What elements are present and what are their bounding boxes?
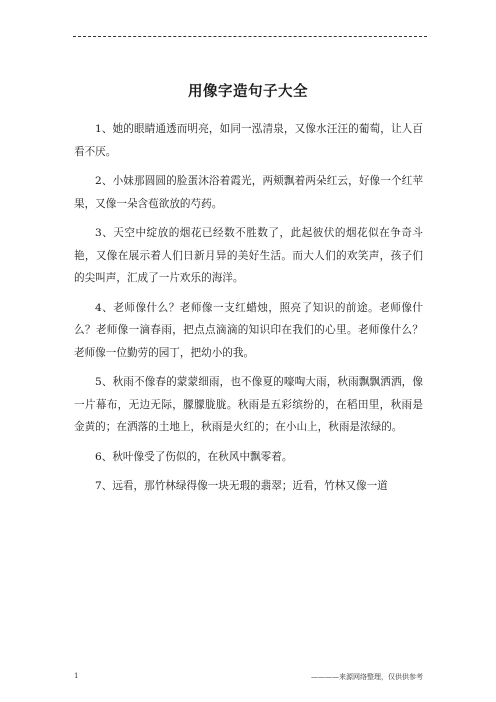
paragraph-2: 2、小妹那圆圆的脸蛋沐浴着霞光，两颊飘着两朵红云，好像一个红苹果，又像一朵含苞欲放的芍药。 [74,175,423,210]
paragraph-5: 5、秋雨不像春的蒙蒙细雨，也不像夏的嚎啕大雨，秋雨飘飘洒洒，像一片幕布，无边无际，朦朦胧胧。秋雨是五彩缤纷的，在稻田里，秋雨是金黄的；在洒落的土地上，秋雨是火红的；在小山上，秋雨是浓绿的。 [74,376,423,433]
page-footer [74,672,423,682]
document-body [74,118,423,505]
paragraph-1: 1、她的眼睛通透而明亮，如同一泓清泉，又像水汪汪的葡萄，让人百看不厌。 [74,123,423,158]
paragraph-3: 3、天空中绽放的烟花已经数不胜数了，此起彼伏的烟花似在争奇斗艳，又像在展示着人们日新月异的美好生活。而大人们的欢笑声，孩子们的尖叫声，汇成了一片欢乐的海洋。 [74,227,423,284]
header-dashed-rule [73,36,427,37]
footer-source-note: ————来源网络整理，仅供供参考 [311,673,423,681]
paragraph-7: 7、远看，那竹林绿得像一块无瑕的翡翠；近看，竹林又像一道 [95,480,388,492]
paragraph-4: 4、老师像什么？老师像一支红蜡烛，照亮了知识的前途。老师像什么？老师像一滴春雨，把点点滴滴的知识印在我们的心里。老师像什么？老师像一位勤劳的园丁，把幼小的我。 [74,301,423,359]
document-title: 用像字造句子大全 [188,84,308,100]
page-number: 1 [74,672,79,680]
paragraph-6: 6、秋叶像受了伤似的，在秋风中飘零着。 [95,450,293,463]
